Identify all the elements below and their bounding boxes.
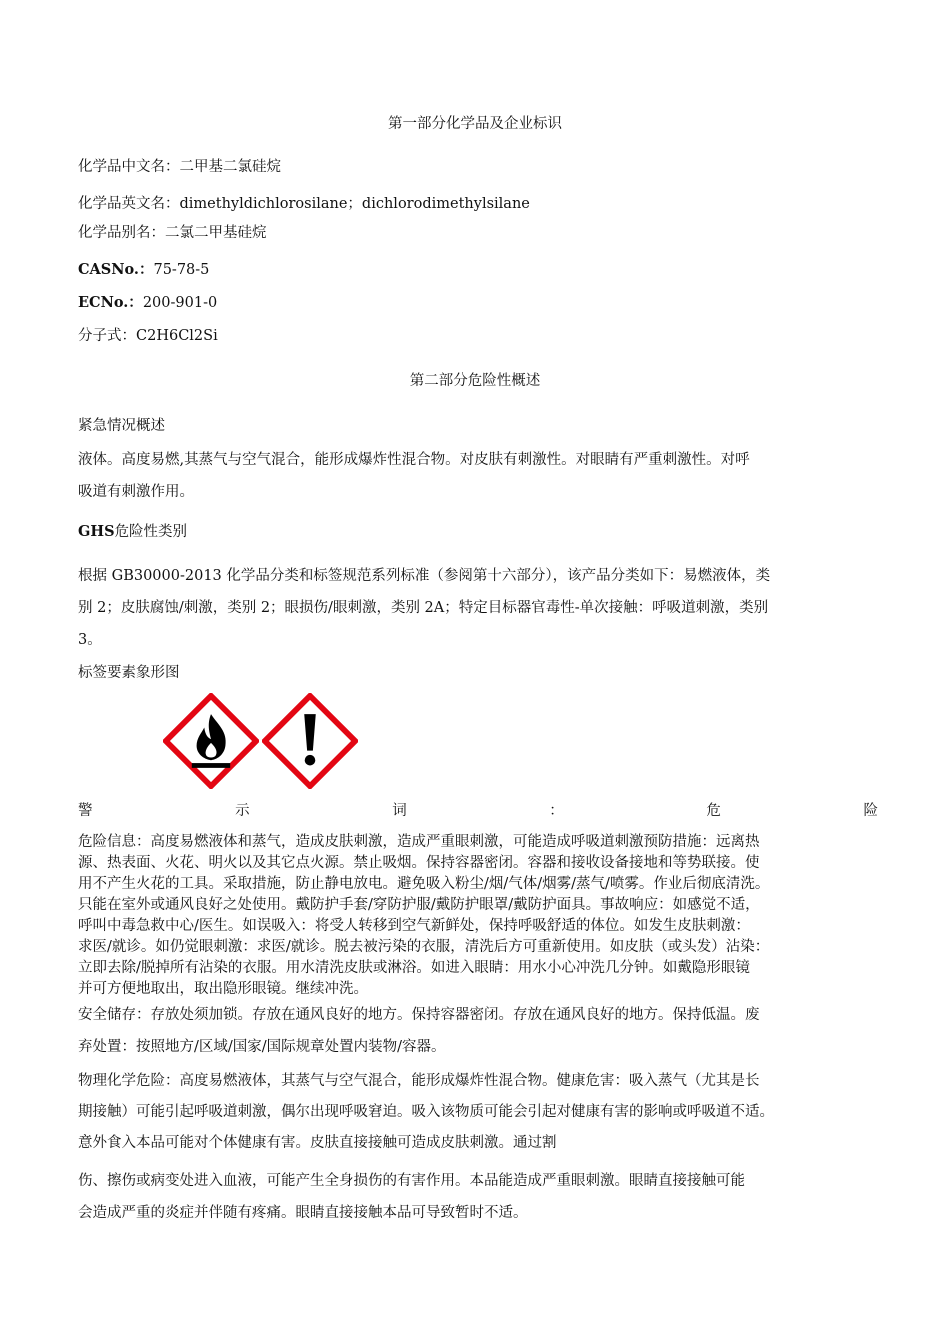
value: 二甲基二氯硅烷 [179, 159, 281, 175]
injury-line: 会造成严重的炎症并伴随有疼痛。眼睛直接接触本品可导致暂时不适。 [78, 1205, 528, 1221]
storage-line: 安全储存：存放处须加锁。存放在通风良好的地方。保持容器密闭。存放在通风良好的地方。保持低温。废 [78, 1007, 760, 1023]
value: 200-901-0 [142, 295, 218, 311]
value: C2H6Cl2Si [136, 328, 218, 344]
ghs-line: 别 2；皮肤腐蚀/刺激，类别 2；眼损伤/眼刺激，类别 2A；特定目标器官毒性-单次接触：呼吸道刺激，类别 [78, 600, 769, 616]
english-name-line [78, 194, 530, 214]
label: 化学品英文名： [78, 196, 180, 212]
signal-char: ： [549, 803, 564, 819]
injury-line: 伤、擦伤或病变处进入血液，可能产生全身损伤的有害作用。本品能造成严重眼刺激。眼睛直接接触可能 [78, 1173, 745, 1189]
signal-char: 险 [863, 803, 878, 819]
label: 化学品别名： [78, 225, 165, 241]
signal-word [78, 801, 878, 821]
value: dimethyldichlorosilane；dichlorodimethylsilane [179, 196, 530, 212]
emergency-line: 吸道有刺激作用。 [78, 484, 194, 500]
cas-line [78, 260, 209, 280]
ghs-rest: 危险性类别 [114, 524, 188, 540]
ghs-label: GHS [78, 523, 115, 540]
physchem-line: 物理化学危险：高度易燃液体，其蒸气与空气混合，能形成爆炸性混合物。健康危害：吸入蒸气（尤其是长 [78, 1073, 760, 1089]
hazard-line: 立即去除/脱掉所有沾染的衣服。用水清洗皮肤或淋浴。如进入眼睛：用水小心冲洗几分钟。如戴隐形眼镜 [78, 960, 750, 976]
signal-char: 词 [392, 803, 407, 819]
ec-line [78, 293, 217, 313]
alias-line [78, 223, 267, 243]
physchem-line: 意外食入本品可能对个体健康有害。皮肤直接接触可造成皮肤刺激。通过割 [78, 1135, 557, 1151]
label: 分子式： [78, 328, 136, 344]
signal-char: 警 [78, 803, 93, 819]
hazard-line: 呼叫中毒急救中心/医生。如误吸入：将受人转移到空气新鲜处，保持呼吸舒适的体位。如发生皮肤刺激： [78, 918, 750, 934]
hazard-line: 用不产生火花的工具。采取措施，防止静电放电。避免吸入粉尘/烟/气体/烟雾/蒸气/喷雾。作业后彻底清洗。 [78, 876, 770, 892]
label: 化学品中文名： [78, 159, 180, 175]
flame-icon [163, 693, 259, 789]
ghs-line: 3。 [78, 632, 102, 648]
signal-char: 示 [235, 803, 250, 819]
hazard-line: 求医/就诊。如仍觉眼刺激：求医/就诊。脱去被污染的衣服，清洗后方可重新使用。如皮肤（或头发）沾染： [78, 939, 770, 955]
hazard-line: 并可方便地取出，取出隐形眼镜。继续冲洗。 [78, 981, 368, 997]
hazard-line: 只能在室外或通风良好之处使用。戴防护手套/穿防护服/戴防护眼罩/戴防护面具。事故响应：如感觉不适， [78, 897, 760, 913]
hazard-line: 危险信息：高度易燃液体和蒸气，造成皮肤刺激，造成严重眼刺激，可能造成呼吸道刺激预防措施：远离热 [78, 834, 760, 850]
ghs-line: 根据 GB30000-2013 化学品分类和标签规范系列标准（参阅第十六部分），该产品分类如下：易燃液体，类 [78, 568, 771, 584]
section1-title: 第一部分化学品及企业标识 [388, 116, 562, 132]
signal-char: 危 [706, 803, 721, 819]
emergency-line: 液体。高度易燃,其蒸气与空气混合，能形成爆炸性混合物。对皮肤有刺激性。对眼睛有严重刺激性。对呼 [78, 452, 750, 468]
value: 二氯二甲基硅烷 [165, 225, 267, 241]
section2-title: 第二部分危险性概述 [409, 373, 541, 389]
pictogram-heading: 标签要素象形图 [78, 665, 180, 681]
physchem-line: 期接触）可能引起呼吸道刺激，偶尔出现呼吸窘迫。吸入该物质可能会引起对健康有害的影响或呼吸道不适。 [78, 1104, 774, 1120]
chinese-name-line [78, 157, 281, 177]
formula-line [78, 326, 218, 346]
value: 75-78-5 [153, 262, 210, 278]
label: CASNo.： [78, 261, 154, 278]
storage-line: 弃处置：按照地方/区域/国家/国际规章处置内装物/容器。 [78, 1039, 446, 1055]
emergency-heading: 紧急情况概述 [78, 418, 165, 434]
label: ECNo.： [78, 294, 143, 311]
ghs-heading [78, 522, 187, 542]
hazard-line: 源、热表面、火花、明火以及其它点火源。禁止吸烟。保持容器密闭。容器和接收设备接地和等势联接。使 [78, 855, 760, 871]
exclamation-icon [262, 693, 358, 789]
